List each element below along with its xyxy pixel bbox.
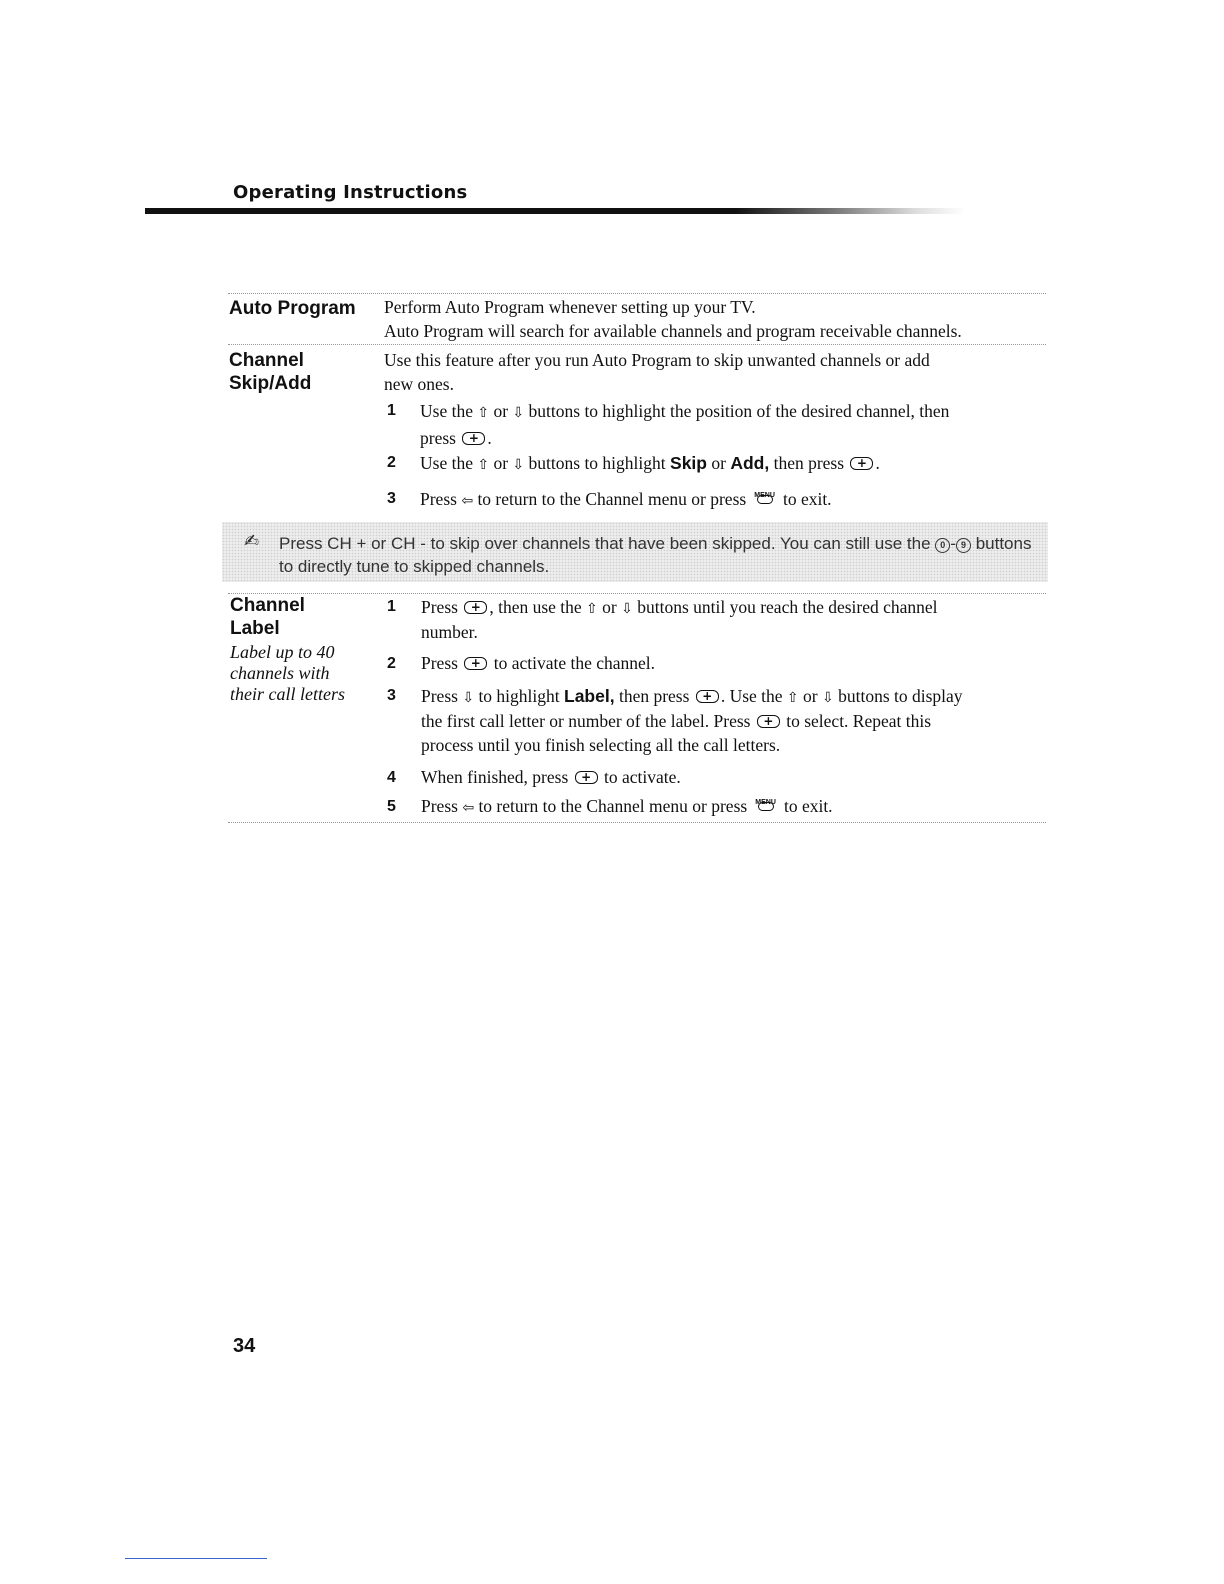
text: . <box>487 428 492 448</box>
digit-9-button-icon: 9 <box>956 538 971 553</box>
text: to activate. <box>604 767 681 787</box>
label-step-3-line-3: process until you finish selecting all the call letters. <box>421 735 781 755</box>
menu-button-icon <box>754 489 776 507</box>
text: When finished, press <box>421 767 569 787</box>
down-arrow-icon: ⇩ <box>512 405 525 421</box>
subtitle-line: their call letters <box>230 684 345 704</box>
text: Press <box>420 489 457 509</box>
enter-button-icon <box>464 601 487 614</box>
text: or <box>493 453 509 473</box>
label-step-3-line-1 <box>421 684 963 710</box>
text: . <box>875 453 880 473</box>
up-arrow-icon: ⇧ <box>477 457 490 473</box>
text: to activate the channel. <box>493 653 656 673</box>
label-step-1-line-1 <box>421 595 938 621</box>
note-line-2: to directly tune to skipped channels. <box>279 557 550 576</box>
add-term: Add, <box>730 453 770 473</box>
step-number: 3 <box>387 687 396 704</box>
label-step-4 <box>421 765 681 789</box>
digit-0-button-icon: 0 <box>935 538 950 553</box>
step-number: 5 <box>387 798 396 815</box>
text: Press <box>421 796 458 816</box>
up-arrow-icon: ⇧ <box>786 690 799 706</box>
skip-step-1-line-1 <box>420 399 949 425</box>
pencil-note-icon: ✍ <box>244 531 260 552</box>
text: Use the <box>420 401 473 421</box>
enter-button-icon <box>462 432 485 445</box>
skip-step-1-line-2 <box>420 426 492 450</box>
text: , then use the <box>489 597 582 617</box>
down-arrow-icon: ⇩ <box>512 457 525 473</box>
text: buttons <box>975 534 1032 553</box>
channel-skip-heading <box>229 349 311 395</box>
divider <box>228 822 1046 823</box>
enter-button-icon <box>696 690 719 703</box>
label-step-2 <box>421 651 655 675</box>
divider <box>228 593 1046 594</box>
text: to return to the Channel menu or press <box>477 489 747 509</box>
note-line-1: Press CH + or CH - to skip over channels that have been skipped. You can still use the 0 - 9 buttons <box>279 534 1032 553</box>
note-box <box>222 522 1048 582</box>
text: Use the <box>420 453 473 473</box>
channel-skip-heading-line2: Skip/Add <box>229 373 312 394</box>
footer-rule <box>125 1558 267 1559</box>
label-step-5 <box>421 794 833 820</box>
text: or <box>803 686 818 706</box>
up-arrow-icon: ⇧ <box>586 601 598 617</box>
text: Press <box>421 686 458 706</box>
skip-step-3 <box>420 487 832 513</box>
channel-label-heading-line1: Channel <box>230 595 305 616</box>
step-number: 3 <box>387 490 396 507</box>
menu-word: MENU <box>754 492 775 499</box>
text: or <box>711 453 726 473</box>
up-arrow-icon: ⇧ <box>477 405 490 421</box>
left-arrow-icon: ⇦ <box>462 800 475 816</box>
step-number: 1 <box>387 598 396 615</box>
down-arrow-icon: ⇩ <box>621 601 633 617</box>
text: to exit. <box>782 489 832 509</box>
text: to exit. <box>783 796 833 816</box>
text: buttons to highlight <box>528 453 666 473</box>
enter-button-icon <box>575 771 598 784</box>
skip-step-2 <box>420 451 880 477</box>
step-number: 1 <box>387 402 396 419</box>
text: buttons to display <box>838 686 963 706</box>
text: the first call letter or number of the label. Press <box>421 711 751 731</box>
channel-label-subtitle <box>230 642 345 705</box>
divider <box>228 344 1046 345</box>
menu-word: MENU <box>755 799 776 806</box>
menu-button-icon <box>755 796 777 814</box>
step-number: 2 <box>387 454 396 471</box>
enter-button-icon <box>757 715 780 728</box>
enter-button-icon <box>464 657 487 670</box>
header-rule <box>145 208 965 214</box>
subtitle-line: channels with <box>230 663 330 683</box>
down-arrow-icon: ⇩ <box>462 690 475 706</box>
text: to return to the Channel menu or press <box>478 796 748 816</box>
down-arrow-icon: ⇩ <box>821 690 834 706</box>
text: Press <box>421 597 458 617</box>
text: then press <box>618 686 690 706</box>
text: . Use the <box>720 686 783 706</box>
divider <box>228 293 1046 294</box>
text: to select. Repeat this <box>786 711 932 731</box>
channel-label-heading-line2: Label <box>230 618 280 639</box>
text: then press <box>773 453 845 473</box>
page-number: 34 <box>233 1335 256 1357</box>
header-title: Operating Instructions <box>233 182 468 203</box>
text: or <box>602 597 617 617</box>
label-step-1-line-2: number. <box>421 622 478 642</box>
text: Press <box>421 653 458 673</box>
label-step-3-line-2 <box>421 709 931 733</box>
auto-program-text-2: Auto Program will search for available channels and program receivable channels. <box>384 321 962 341</box>
text: to highlight <box>478 686 560 706</box>
auto-program-heading: Auto Program <box>229 298 356 319</box>
text: Press CH + or CH - to skip over channels that have been skipped. You can still use the <box>279 534 931 553</box>
step-number: 4 <box>387 769 396 786</box>
skip-term: Skip <box>670 453 707 473</box>
channel-skip-intro-1: Use this feature after you run Auto Program to skip unwanted channels or add <box>384 350 930 370</box>
channel-label-heading <box>230 594 305 640</box>
subtitle-line: Label up to 40 <box>230 642 335 662</box>
enter-button-icon <box>850 457 873 470</box>
label-term: Label, <box>564 686 615 706</box>
channel-skip-intro-2: new ones. <box>384 374 454 394</box>
auto-program-text-1: Perform Auto Program whenever setting up your TV. <box>384 297 756 317</box>
text: buttons to highlight the position of the desired channel, then <box>528 401 950 421</box>
text: buttons until you reach the desired channel <box>637 597 938 617</box>
text: press <box>420 428 456 448</box>
left-arrow-icon: ⇦ <box>461 493 474 509</box>
step-number: 2 <box>387 655 396 672</box>
channel-skip-heading-line1: Channel <box>229 350 304 371</box>
text: or <box>493 401 509 421</box>
